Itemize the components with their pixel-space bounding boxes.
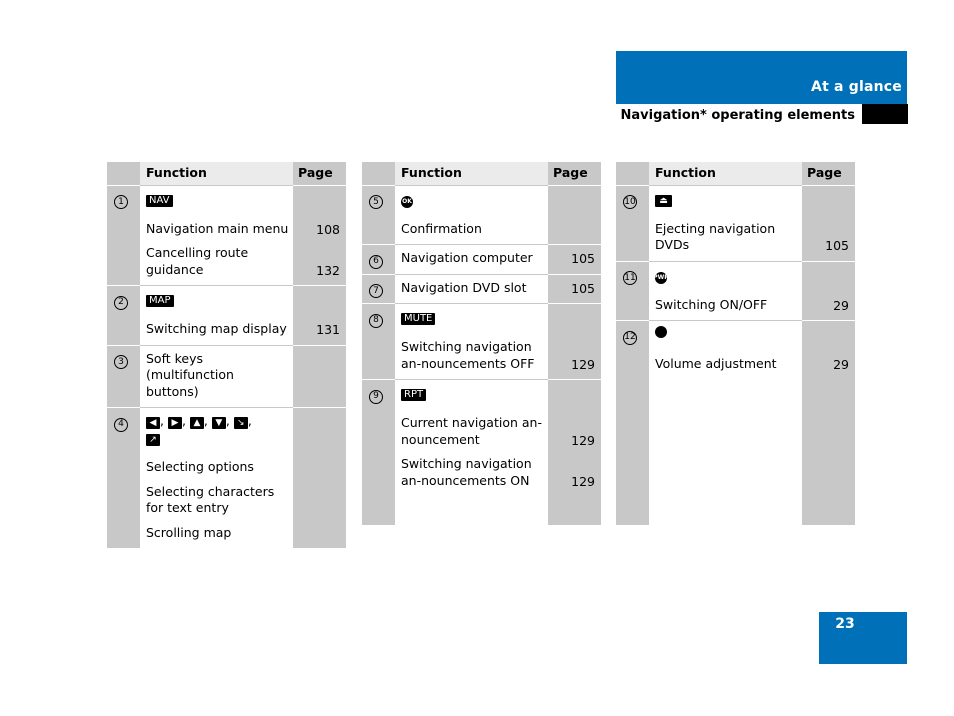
header-bar	[616, 51, 907, 103]
function-cell	[395, 185, 548, 245]
control-key	[401, 385, 544, 401]
callout-number-icon: 7	[369, 284, 383, 298]
page-reference: 131	[316, 322, 340, 337]
page-cell	[548, 244, 601, 274]
key-mute-icon: MUTE	[401, 313, 435, 325]
control-key	[146, 191, 289, 207]
function-cell	[395, 274, 548, 304]
callout-number-icon: 8	[369, 314, 383, 328]
key-rpt-icon: RPT	[401, 389, 426, 401]
function-text: Navigation main menu	[146, 220, 289, 236]
function-text: Current navigation an-nouncement	[401, 415, 542, 447]
control-key	[655, 267, 798, 283]
header-page: Page	[548, 162, 601, 185]
table-grid	[616, 162, 855, 525]
row-number-cell	[616, 261, 649, 321]
function-text: Switching navigation an-nouncements ON	[401, 456, 532, 488]
page-reference: 29	[833, 357, 849, 372]
function-cell	[395, 379, 548, 525]
row-number-cell	[362, 185, 395, 245]
function-text: Cancelling route guidance	[146, 245, 249, 277]
callout-number-icon: 12	[623, 331, 637, 345]
control-key	[655, 191, 798, 207]
function-table-3	[616, 162, 855, 525]
page-reference: 105	[825, 238, 849, 253]
page-reference: 29	[833, 297, 849, 313]
page-cell	[802, 185, 855, 261]
callout-number-icon: 4	[114, 418, 128, 432]
callout-number-icon: 5	[369, 195, 383, 209]
function-cell	[140, 185, 293, 286]
function-text: Switching ON/OFF	[655, 296, 768, 312]
diagonal-up-right-icon: ↗	[146, 434, 160, 446]
page-cell	[802, 261, 855, 321]
subsection-title: Navigation* operating elements	[620, 108, 855, 123]
function-cell	[140, 407, 293, 548]
header-num-cell	[107, 162, 140, 185]
page-number: 23	[835, 616, 855, 632]
function-cell	[140, 345, 293, 408]
table-grid	[107, 162, 346, 548]
header-page: Page	[293, 162, 346, 185]
page-reference: 129	[571, 473, 595, 489]
function-text: Navigation computer	[401, 250, 533, 265]
function-text: Selecting characters for text entry	[146, 483, 275, 515]
row-number-cell	[616, 320, 649, 525]
function-text: Confirmation	[401, 220, 482, 236]
function-text: Ejecting navigation DVDs	[655, 220, 776, 252]
row-number-cell	[107, 345, 140, 408]
function-table-2	[362, 162, 601, 525]
function-cell	[649, 320, 802, 525]
header-num-cell	[362, 162, 395, 185]
callout-number-icon: 9	[369, 390, 383, 404]
header-function: Function	[395, 162, 548, 185]
page-reference: 132	[316, 262, 340, 278]
row-number-cell	[107, 407, 140, 548]
page-reference: 108	[316, 221, 340, 237]
function-cell	[649, 261, 802, 321]
volume-knob-icon	[655, 326, 667, 338]
control-key	[401, 191, 544, 207]
row-number-cell	[362, 303, 395, 379]
header-function: Function	[649, 162, 802, 185]
subsection-marker	[862, 104, 908, 124]
callout-number-icon: 3	[114, 355, 128, 369]
function-text: Volume adjustment	[655, 356, 777, 371]
key-map-icon: MAP	[146, 295, 174, 307]
page-reference: 105	[571, 251, 595, 266]
section-title: At a glance	[811, 79, 902, 95]
key-pwr-icon: PWR	[655, 272, 667, 284]
function-table-1	[107, 162, 346, 548]
callout-number-icon: 1	[114, 195, 128, 209]
function-text: Selecting options	[146, 459, 254, 474]
function-text: Switching navigation an-nouncements OFF	[401, 339, 535, 371]
table-grid	[362, 162, 601, 525]
diagonal-down-right-icon: ↘	[234, 417, 248, 429]
key-nav-icon: NAV	[146, 195, 173, 207]
function-text: Scrolling map	[146, 524, 232, 540]
up-arrow-icon: ▲	[190, 417, 204, 429]
header-function: Function	[140, 162, 293, 185]
row-number-cell	[107, 285, 140, 345]
page-reference: 129	[571, 432, 595, 448]
arrow-keys-group: ◀ , ▶ , ▲ , ▼ , ↘ , ↗	[146, 413, 252, 445]
function-cell	[395, 244, 548, 274]
function-text: Switching map display	[146, 321, 287, 336]
row-number-cell	[362, 244, 395, 274]
row-number-cell	[107, 185, 140, 286]
function-text: Navigation DVD slot	[401, 279, 527, 295]
key-ok-icon: OK	[401, 196, 413, 208]
function-cell	[140, 285, 293, 345]
callout-number-icon: 2	[114, 296, 128, 310]
page-cell	[293, 345, 346, 408]
row-number-cell	[362, 274, 395, 304]
callout-number-icon: 10	[623, 195, 637, 209]
page-reference: 105	[571, 280, 595, 296]
page-cell	[548, 185, 601, 245]
down-arrow-icon: ▼	[212, 417, 226, 429]
control-key	[146, 291, 289, 307]
page-cell	[802, 320, 855, 525]
callout-number-icon: 11	[623, 271, 637, 285]
header-page: Page	[802, 162, 855, 185]
right-arrow-icon: ▶	[168, 417, 182, 429]
page-cell	[293, 185, 346, 286]
page-cell	[293, 285, 346, 345]
page-cell	[548, 303, 601, 379]
row-number-cell	[616, 185, 649, 261]
control-key	[655, 326, 798, 342]
function-cell	[395, 303, 548, 379]
row-number-cell	[362, 379, 395, 525]
control-key	[146, 413, 289, 445]
header-num-cell	[616, 162, 649, 185]
page-cell	[293, 407, 346, 548]
callout-number-icon: 6	[369, 255, 383, 269]
function-text: Soft keys (multifunction buttons)	[146, 350, 234, 399]
eject-icon: ⏏	[655, 195, 672, 207]
page-reference: 129	[571, 356, 595, 372]
control-key	[401, 309, 544, 325]
page-cell	[548, 379, 601, 525]
page-cell	[548, 274, 601, 304]
left-arrow-icon: ◀	[146, 417, 160, 429]
function-cell	[649, 185, 802, 261]
